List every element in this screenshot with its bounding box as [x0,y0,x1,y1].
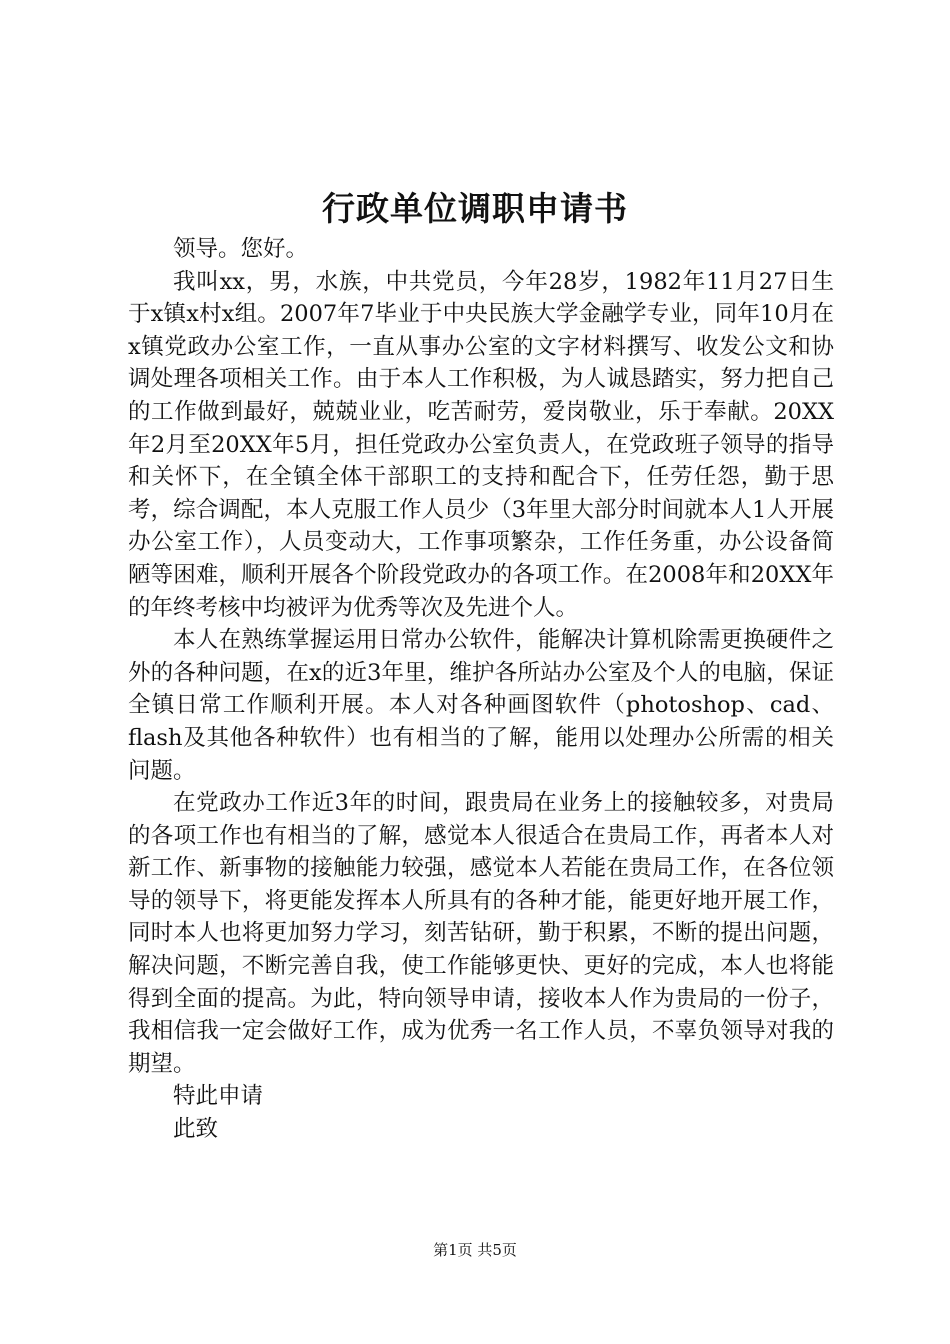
body-paragraph: 本人在熟练掌握运用日常办公软件，能解决计算机除需更换硬件之外的各种问题，在x的近3年里，维护各所站办公室及个人的电脑，保证全镇日常工作顺利开展。本人对各种画图软件（photoshop、cad、flash及其他各种软件）也有相当的了解，能用以处理办公所需的相关问题。 [128,627,834,784]
page-number-footer: 第1页 共5页 [433,1241,517,1259]
document-title: 行政单位调职申请书 [322,189,628,228]
body-paragraph: 在党政办工作近3年的时间，跟贵局在业务上的接触较多，对贵局的各项工作也有相当的了解，感觉本人很适合在贵局工作，再者本人对新工作、新事物的接触能力较强，感觉本人若能在贵局工作，在各位领导的领导下，将更能发挥本人所具有的各种才能，能更好地开展工作，同时本人也将更加努力学习，刻苦钻研，勤于积累，不断的提出问题，解决问题，不断完善自我，使工作能够更快、更好的完成，本人也将能得到全面的提高。为此，特向领导申请，接收本人作为贵局的一份子，我相信我一定会做好工作，成为优秀一名工作人员，不辜负领导对我的期望。 [128,790,834,1077]
closing-salutation: 此致 [173,1116,219,1143]
body-paragraph: 我叫xx，男，水族，中共党员，今年28岁，1982年11月27日生于x镇x村x组。2007年7毕业于中央民族大学金融学专业，同年10月在x镇党政办公室工作，一直从事办公室的文字材料撰写、收发公文和协调处理各项相关工作。由于本人工作积极，为人诚恳踏实，努力把自己的工作做到最好，兢兢业业，吃苦耐劳，爱岗敬业，乐于奉献。20XX年2月至20XX年5月，担任党政办公室负责人，在党政班子领导的指导和关怀下，在全镇全体干部职工的支持和配合下，任劳任怨，勤于思考，综合调配，本人克服工作人员少（3年里大部分时间就本人1人开展办公室工作），人员变动大，工作事项繁杂，工作任务重，办公设备简陋等困难，顺利开展各个阶段党政办的各项工作。在2008年和20XX年的年终考核中均被评为优秀等次及先进个人。 [128,268,834,621]
greeting-paragraph: 领导。您好。 [173,236,309,262]
closing-request: 特此申请 [173,1083,264,1110]
document-body [128,233,834,1146]
